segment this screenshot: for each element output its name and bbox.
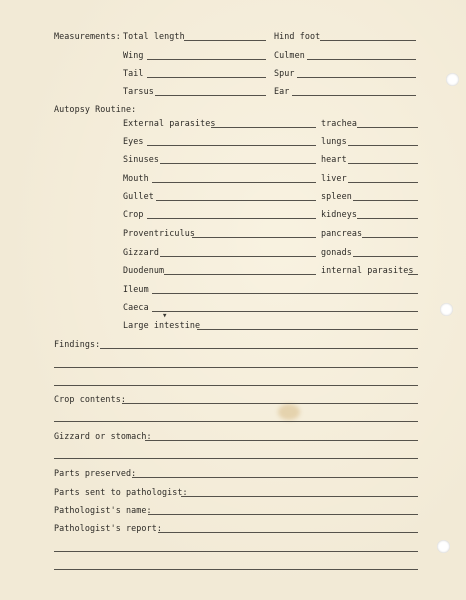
ear-field[interactable] [292, 95, 416, 96]
hind-foot-field[interactable] [320, 40, 416, 41]
sinuses-field[interactable] [160, 163, 316, 164]
ileum-label: Ileum [123, 284, 149, 294]
tarsus-label: Tarsus [123, 86, 154, 96]
duodenum-label: Duodenum [123, 265, 165, 275]
crop-contents-field-line-2[interactable] [54, 421, 418, 422]
heart-field[interactable] [348, 163, 418, 164]
heart-label: heart [321, 154, 347, 164]
culmen-field[interactable] [307, 59, 416, 60]
tarsus-field[interactable] [155, 95, 266, 96]
mouth-label: Mouth [123, 173, 149, 183]
tail-label: Tail [123, 68, 144, 78]
gonads-field[interactable] [353, 256, 418, 257]
trachea-field[interactable] [357, 127, 418, 128]
eyes-field[interactable] [147, 145, 316, 146]
paper-stain [278, 404, 300, 420]
pen-mark: ▾ [162, 311, 168, 321]
pathologist-name-field[interactable] [148, 514, 418, 515]
binder-hole-middle [440, 303, 453, 316]
pathologist-report-label: Pathologist's report: [54, 523, 162, 533]
crop-label: Crop [123, 209, 144, 219]
spleen-field[interactable] [353, 200, 418, 201]
pathologist-report-field-line-1[interactable] [158, 532, 418, 533]
findings-field-line-1[interactable] [100, 348, 418, 349]
proventriculus-field[interactable] [192, 237, 316, 238]
gullet-label: Gullet [123, 191, 154, 201]
crop-contents-label: Crop contents: [54, 394, 126, 404]
gizzard-label: Gizzard [123, 247, 159, 257]
proventriculus-label: Proventriculus [123, 228, 195, 238]
sinuses-label: Sinuses [123, 154, 159, 164]
parts-preserved-field[interactable] [132, 477, 418, 478]
internal-parasites-field[interactable] [408, 274, 418, 275]
ileum-field[interactable] [152, 293, 418, 294]
internal-parasites-label: internal parasites [321, 265, 414, 275]
gizzard-stomach-field-line-1[interactable] [145, 440, 418, 441]
liver-field[interactable] [348, 182, 418, 183]
total-length-field[interactable] [184, 40, 266, 41]
large-intestine-field[interactable] [197, 329, 418, 330]
findings-field-line-3[interactable] [54, 385, 418, 386]
pancreas-label: pancreas [321, 228, 363, 238]
gullet-field[interactable] [156, 200, 316, 201]
pathologist-report-field-line-3[interactable] [54, 569, 418, 570]
liver-label: liver [321, 173, 347, 183]
findings-field-line-2[interactable] [54, 367, 418, 368]
parts-sent-field[interactable] [181, 496, 418, 497]
gizzard-field[interactable] [160, 256, 316, 257]
lungs-label: lungs [321, 136, 347, 146]
trachea-label: trachea [321, 118, 357, 128]
hind-foot-label: Hind foot [274, 31, 321, 41]
autopsy-label: Autopsy Routine: [54, 104, 137, 114]
caeca-field[interactable] [152, 311, 418, 312]
tail-field[interactable] [147, 77, 266, 78]
binder-hole-bottom [437, 540, 450, 553]
large-intestine-label: Large intestine [123, 320, 201, 330]
duodenum-field[interactable] [164, 274, 316, 275]
kidneys-field[interactable] [357, 218, 418, 219]
binder-hole-top [446, 73, 459, 86]
ear-label: Ear [274, 86, 290, 96]
crop-field[interactable] [147, 218, 316, 219]
parts-preserved-label: Parts preserved: [54, 468, 137, 478]
caeca-label: Caeca [123, 302, 149, 312]
kidneys-label: kidneys [321, 209, 357, 219]
gonads-label: gonads [321, 247, 352, 257]
culmen-label: Culmen [274, 50, 305, 60]
external-parasites-label: External parasites [123, 118, 216, 128]
wing-field[interactable] [147, 59, 266, 60]
pathologist-report-field-line-2[interactable] [54, 551, 418, 552]
crop-contents-field-line-1[interactable] [122, 403, 418, 404]
lungs-field[interactable] [348, 145, 418, 146]
spleen-label: spleen [321, 191, 352, 201]
spur-label: Spur [274, 68, 295, 78]
gizzard-stomach-field-line-2[interactable] [54, 458, 418, 459]
measurements-label: Measurements: [54, 31, 121, 41]
gizzard-stomach-label: Gizzard or stomach: [54, 431, 152, 441]
external-parasites-field[interactable] [211, 127, 316, 128]
pancreas-field[interactable] [362, 237, 418, 238]
pathologist-name-label: Pathologist's name: [54, 505, 152, 515]
wing-label: Wing [123, 50, 144, 60]
parts-sent-label: Parts sent to pathologist: [54, 487, 188, 497]
spur-field[interactable] [297, 77, 416, 78]
eyes-label: Eyes [123, 136, 144, 146]
findings-label: Findings: [54, 339, 101, 349]
mouth-field[interactable] [152, 182, 316, 183]
total-length-label: Total length [123, 31, 185, 41]
